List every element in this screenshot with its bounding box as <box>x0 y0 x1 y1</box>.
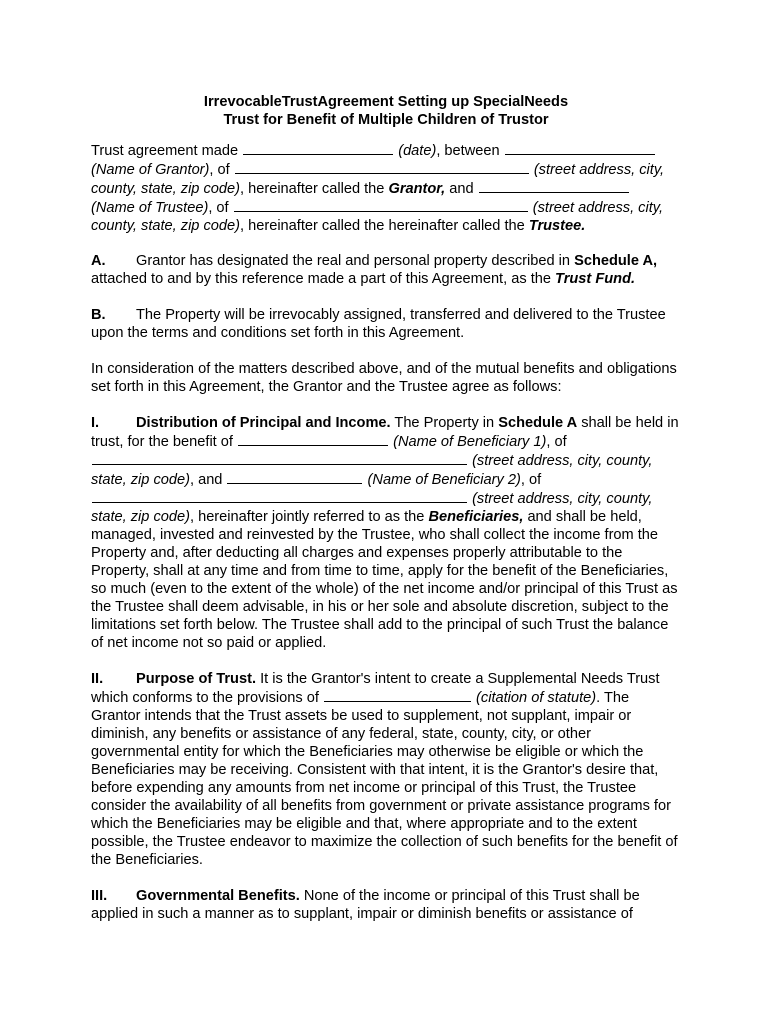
date-blank[interactable] <box>243 141 393 155</box>
trustee-name-blank[interactable] <box>479 179 629 193</box>
intro-text: , hereinafter called the <box>240 181 389 197</box>
date-hint: (date) <box>398 143 437 159</box>
section-2-heading: Purpose of Trust. <box>136 671 257 687</box>
beneficiary-2-address-hint: (street address, city, county, state, zip code) <box>91 491 653 525</box>
grantor-address-blank[interactable] <box>235 160 529 174</box>
statute-hint: (citation of statute) <box>476 690 597 706</box>
beneficiary-2-address-blank[interactable] <box>92 489 467 503</box>
grantor-name-hint: (Name of Grantor) <box>91 162 210 178</box>
section-1-text: , of <box>546 434 567 450</box>
intro-text: , of <box>209 162 234 178</box>
beneficiary-1-name-hint: (Name of Beneficiary 1) <box>393 434 547 450</box>
document-title <box>91 93 681 129</box>
section-2-text: . The Grantor intends that the Trust assets be used to supplement, not supplant, impair or diminish, any benefits or assistance of any federal, state, county, city, or other governmental entity for which the Beneficiaries may otherwise be eligible or which the Beneficiaries may be receiving. Consistent with that intent, it is the Grantor's desire that, before expending any amounts from net income or principal of this Trust, the Trustee consider the availability of all benefits from government or private assistance programs for which the Beneficiaries may be eligible and that, where appropriate and to the extent possible, the Trustee endeavor to maximize the collection of such benefits for the benefit of the Beneficiaries. <box>91 690 678 868</box>
section-1-heading: Distribution of Principal and Income. <box>136 415 391 431</box>
section-1-text: The Property in <box>390 415 499 431</box>
intro-paragraph <box>91 141 681 235</box>
trustee-address-blank[interactable] <box>234 198 528 212</box>
beneficiary-2-name-hint: (Name of Beneficiary 2) <box>367 472 521 488</box>
section-a-text: attached to and by this reference made a part of this Agreement, as the <box>91 271 556 287</box>
trustee-address-hint: (street address, city, county, state, zip code) <box>91 200 664 234</box>
section-1-text: and shall be held, managed, invested and reinvested by the Trustee, who shall collect the income from the Property and, after deducting all charges and expenses properly attributable to the Property, shall at any time and from time to time, apply for the benefit of the Beneficiaries, so much (even to the extent of the whole) of the net income and/or principal of this Trust as the Trustee shall deem advisable, in his or her sole and absolute discretion, subject to the limitations set forth below. The Trustee shall add to the principal of such Trust the balance of net income not so paid or applied. <box>91 509 678 651</box>
schedule-a-term: Schedule A <box>498 415 578 431</box>
section-1-text: shall be held in trust, for the benefit of <box>91 415 679 450</box>
beneficiaries-term: Beneficiaries, <box>428 509 524 525</box>
trust-fund-term: Trust Fund. <box>555 271 636 287</box>
intro-text: Trust agreement made <box>91 143 243 159</box>
beneficiary-1-name-blank[interactable] <box>238 432 388 446</box>
section-1 <box>91 414 681 652</box>
document-page <box>91 93 681 941</box>
section-1-text: , of <box>520 472 542 488</box>
consideration-paragraph: In consideration of the matters described above, and of the mutual benefits and obligations set forth in this Agreement, the Grantor and the Trustee agree as follows: <box>91 361 677 395</box>
section-3 <box>91 887 681 923</box>
statute-blank[interactable] <box>324 688 471 702</box>
section-1-text: , hereinafter jointly referred to as the <box>189 509 429 525</box>
intro-text: , between <box>436 143 504 159</box>
schedule-a-term: Schedule A, <box>574 253 658 269</box>
grantor-term: Grantor, <box>388 181 446 197</box>
section-b <box>91 306 681 342</box>
section-a <box>91 252 681 288</box>
section-1-label: I. <box>91 415 100 431</box>
section-a-label: A. <box>91 253 106 269</box>
section-3-label: III. <box>91 888 108 904</box>
section-3-heading: Governmental Benefits. <box>136 888 300 904</box>
section-3-text: None of the income or principal of this Trust shall be applied in such a manner as to supplant, impair or diminish benefits or assistance of <box>91 888 640 922</box>
section-2-label: II. <box>91 671 104 687</box>
section-1-text: , and <box>189 472 227 488</box>
title-line-2: Trust for Benefit of Multiple Children of Trustor <box>223 112 549 128</box>
section-2 <box>91 670 681 869</box>
intro-text: , hereinafter called the hereinafter called the <box>240 218 529 234</box>
beneficiary-2-name-blank[interactable] <box>227 470 362 484</box>
beneficiary-1-address-blank[interactable] <box>92 451 467 465</box>
section-a-text: Grantor has designated the real and personal property described in <box>136 253 575 269</box>
trustee-term: Trustee. <box>528 218 586 234</box>
grantor-address-hint: (street address, city, county, state, zip code) <box>91 162 665 197</box>
beneficiary-1-address-hint: (street address, city, county, state, zip code) <box>91 453 653 488</box>
section-b-text: The Property will be irrevocably assigned, transferred and delivered to the Trustee upon the terms and conditions set forth in this Agreement. <box>91 307 666 341</box>
section-2-text: It is the Grantor's intent to create a Supplemental Needs Trust which conforms to the provisions of <box>91 671 660 706</box>
grantor-name-blank[interactable] <box>505 141 655 155</box>
intro-text: , of <box>208 200 233 216</box>
section-b-label: B. <box>91 307 106 323</box>
intro-text: and <box>445 181 478 197</box>
title-line-1: IrrevocableTrustAgreement Setting up SpecialNeeds <box>203 94 569 110</box>
trustee-name-hint: (Name of Trustee) <box>91 200 209 216</box>
